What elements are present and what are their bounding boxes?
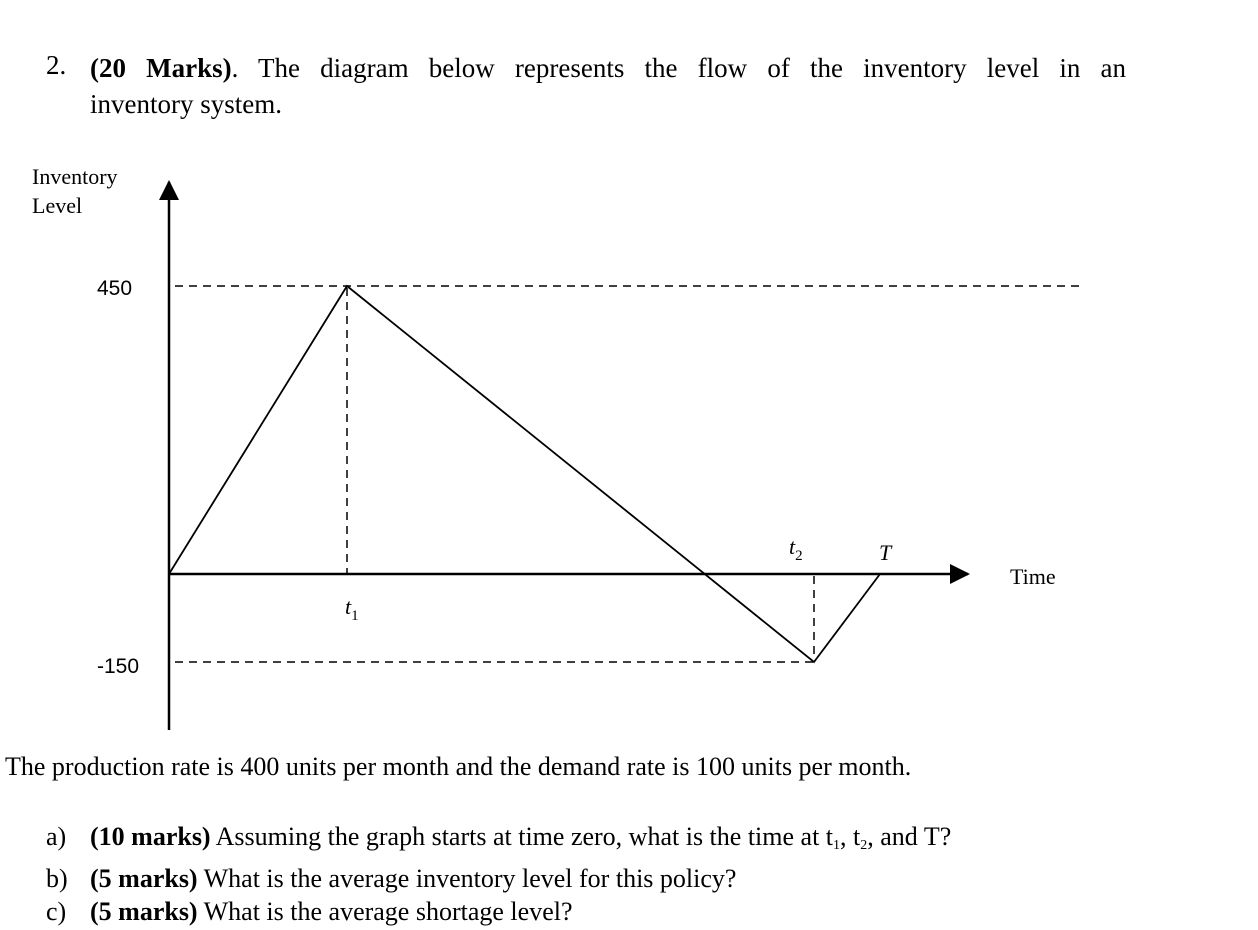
- y-low-label: -150: [97, 655, 140, 678]
- t2-label: [789, 534, 803, 564]
- sub-question-letter: c): [46, 897, 67, 926]
- T-label: T: [879, 540, 892, 565]
- y-axis-label-line1: Inventory: [32, 164, 118, 189]
- t1-letter: t: [345, 594, 352, 619]
- x-axis-label: Time: [1010, 564, 1056, 589]
- subscript-1: 1: [833, 838, 841, 853]
- sub-question-c: [46, 895, 951, 928]
- sub-question-text: What is the average inventory level for this policy?: [197, 864, 737, 893]
- sub-questions: [46, 820, 951, 928]
- t2-subscript: 2: [795, 548, 803, 564]
- sub-question-body: [90, 820, 951, 862]
- inventory-diagram: [0, 150, 1258, 750]
- sub-question-marks: (5 marks): [90, 897, 198, 926]
- t2-letter: t: [789, 534, 796, 559]
- sub-question-text: What is the average shortage level?: [197, 897, 573, 926]
- rates-statement: The production rate is 400 units per month and the demand rate is 100 units per month.: [5, 752, 912, 781]
- question-intro-line1: [90, 50, 1126, 86]
- t1-label: [345, 594, 359, 624]
- sub-question-text: Assuming the graph starts at time zero, what is the time at t: [210, 822, 834, 851]
- y-high-label: 450: [97, 277, 133, 300]
- sub-question-b: [46, 862, 951, 895]
- sub-question-text-end: , and T?: [867, 822, 952, 851]
- sub-question-letter: b): [46, 864, 68, 893]
- t1-subscript: 1: [351, 608, 359, 624]
- question-intro-line2: inventory system.: [90, 89, 282, 119]
- sub-question-a: [46, 820, 951, 862]
- sub-question-body: [90, 895, 573, 928]
- y-axis-label-line2: Level: [32, 193, 83, 218]
- sub-question-letter: a): [46, 822, 67, 851]
- question-intro-text: . The diagram below represents the flow of the inventory level in an: [231, 53, 1126, 83]
- sub-question-marks: (5 marks): [90, 864, 198, 893]
- subscript-2: 2: [860, 838, 868, 853]
- sub-question-marks: (10 marks): [90, 822, 211, 851]
- inventory-level-line: [169, 286, 880, 662]
- sub-question-body: [90, 862, 736, 895]
- question-number: 2.: [46, 50, 67, 80]
- question-marks: (20 Marks): [90, 53, 232, 83]
- sub-question-text-mid: , t: [840, 822, 861, 851]
